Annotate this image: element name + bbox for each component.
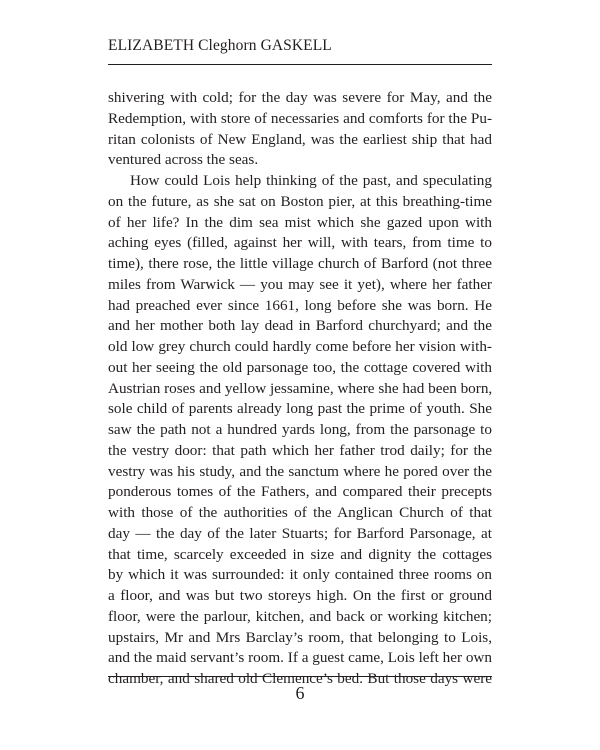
text-line: ventured across the seas.: [108, 151, 259, 169]
text-line: out her seeing the old parsonage too, the cottage covered with: [108, 358, 492, 376]
text-line: shivering with cold; for the day was severe for May, and the: [108, 89, 492, 106]
text-line: ritan colonists of New England, was the earliest ship that had: [108, 130, 492, 148]
text-line: of her life? In the dim sea mist which she gazed upon with: [108, 213, 492, 231]
text-line: floor, were the parlour, kitchen, and back or working kitchen;: [108, 607, 492, 625]
text-line: with those of the authorities of the Anglican Church of that: [108, 504, 492, 521]
text-line: by which it was surrounded: it only contained three rooms on: [108, 566, 492, 584]
text-line: a floor, and was but two storeys high. On the first or ground: [108, 587, 492, 604]
header-rule: [108, 64, 492, 65]
text-line: upstairs, Mr and Mrs Barclay’s room, that belonging to Lois,: [108, 628, 492, 646]
text-line: the vestry door: that path which her father trod daily; for the: [108, 441, 492, 459]
text-line: miles from Warwick — you may see it yet), where her father: [108, 275, 492, 293]
text-line: How could Lois help thinking of the past, and speculating: [130, 172, 492, 189]
text-line: Austrian roses and yellow jessamine, where she had been born,: [108, 379, 492, 397]
text-line: that time, scarcely exceeded in size and dignity the cottages: [108, 545, 492, 563]
text-line: sole child of parents already long past the prime of youth. She: [108, 400, 492, 418]
text-line: chamber, and shared old Clemence’s bed. But those days were: [108, 670, 492, 687]
running-head: ELIZABETH Cleghorn GASKELL: [108, 37, 332, 54]
text-line: on the future, as she sat on Boston pier, at this breathing-time: [108, 192, 492, 210]
page-number: 6: [295, 683, 305, 703]
text-line: Redemption, with store of necessaries and comforts for the Pu-: [108, 109, 492, 127]
footer-rule: [108, 676, 492, 677]
text-line: had preached ever since 1661, long before she was born. He: [108, 296, 492, 314]
text-line: day — the day of the later Stuarts; for Barford Parsonage, at: [108, 524, 492, 542]
text-line: old low grey church could hardly come before her vision with-: [108, 338, 492, 355]
body-text: [108, 88, 492, 690]
text-line: and the maid servant’s room. If a guest came, Lois left her own: [108, 649, 492, 667]
text-line: aching eyes (filled, against her will, with tears, from time to: [108, 234, 492, 252]
text-line: and her mother both lay dead in Barford churchyard; and the: [108, 317, 492, 335]
text-line: time), there rose, the little village church of Barford (not three: [108, 255, 492, 272]
text-line: saw the path not a hundred yards long, from the parsonage to: [108, 421, 492, 438]
text-line: vestry was his study, and the sanctum where he pored over the: [108, 462, 492, 480]
text-line: ponderous tomes of the Fathers, and compared their precepts: [108, 483, 492, 501]
